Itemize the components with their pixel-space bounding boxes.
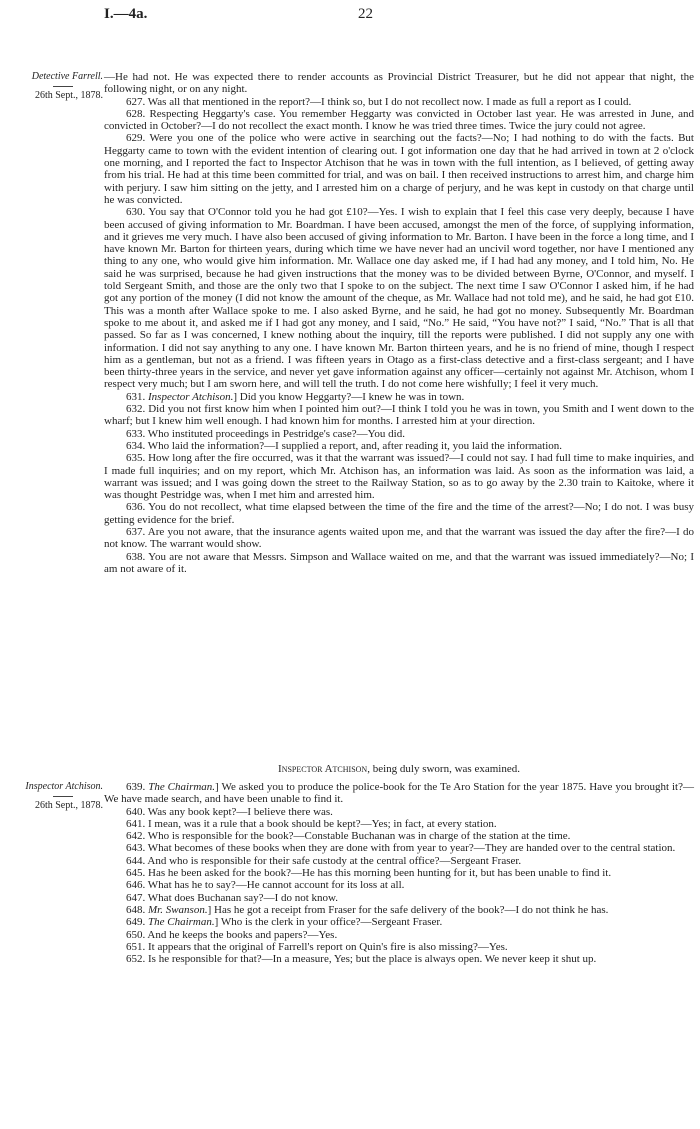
testimony-paragraph <box>104 132 694 206</box>
paragraph-text: 635. How long after the fire occurred, was it that the warrant was issued?—I could not say. I had full time to make inquiries, and I made full inquiries; and on my report, which Mr. Atchison has, an information was laid. As soon as the information was laid, a warrant was issued; and I was going down the street to the Railway Station, so as to go away by the 2.30 train to Kaitoke, where it was thought Pestridge was, when I met him and arrested him. <box>104 452 694 502</box>
paragraph-text: 628. Respecting Heggarty's case. You remember Heggarty was convicted in October last year. He was arrested in June, and convicted in October?—I do not recollect the exact month. I know he was tried three times. Twice the jury could not agree. <box>104 107 694 133</box>
paragraph-text: ] We asked you to produce the police-book for the Te Aro Station for the year 1875. Have you brought it?—We have made search, and have been unable to find it. <box>104 781 694 806</box>
testimony-paragraph <box>104 428 694 440</box>
testimony-paragraph <box>104 71 694 96</box>
witness-name: Inspector Atchison. <box>25 781 103 792</box>
paragraph-text: 630. You say that O'Connor told you he had got £10?—Yes. I wish to explain that I feel this case very deeply, because I have been accused of giving information to Mr. Boardman. I have been accused, amongst the men of the force, of supplying information, and it grieves me very much. I have also been accused of giving information to Mr. Barton. I have been in the force a long time, and I have known Mr. Barton for thirteen years, during which time we have never had an uncivil word together, nor have I mentioned any thing to any one, who would give him information. Mr. Wallace one day asked me, if I had had any money, and I told him, No. He said he was surprised, because he had given instructions that the money was to be divided between Byrne, O'Connor, and myself. I told Sergeant Smith, and those are the only two that I spoke to on the subject. The next time I saw O'Connor I asked him, if he had got any portion of the money (I did not know the amount of the cheque, as Mr. Wallace had not told me), and he said, he had got £10. This was a month after Wallace spoke to me. I also asked Byrne, and he said, he had got no money. Subsequently Mr. Boardman spoke to me about it, and asked me if I had got any money, and I said, “No.” He said, “You have not?” I said, “No.” That is all that passed. So far as I was concerned, I knew nothing about the inquiry, till the reports were published. I did not supply any one with information. I did not say anything to any one. I have known Mr. Barton thirteen years, and he is no friend of mine, though I respect him as a gentleman, but not as a friend. I was fifteen years in Otago as a first-class detective and a first-class sergeant; and I have been thirty-three years in the service, and never yet gave information against any officer—certainly not against Mr. Atchison, whom I respect very much; but I am sworn here, and will tell the truth. I do not come here wishfully; I feel it very much. <box>104 206 694 391</box>
paragraph-text: 650. And he keeps the books and papers?—Yes. <box>126 928 338 941</box>
question-number: 648. <box>126 903 148 916</box>
paragraph-text: 636. You do not recollect, what time elapsed between the time of the fire and the time of the arrest?—No; I do not. I was busy getting evidence for the brief. <box>104 501 694 526</box>
paragraph-text: 645. Has he been asked for the book?—He has this morning been hunting for it, but has been unable to find it. <box>126 867 612 880</box>
paragraph-text: 641. I mean, was it a rule that a book should be kept?—Yes; in fact, at every station. <box>126 817 497 830</box>
question-number: 631. <box>126 390 148 403</box>
testimony-paragraph <box>104 892 694 904</box>
paragraph-text: —He had not. He was expected there to render accounts as Provincial District Treasurer, but he did not appear that night, the following night, or on any night. <box>104 71 694 96</box>
paragraph-text: 646. What has he to say?—He cannot account for its loss at all. <box>126 879 405 892</box>
testimony-paragraph <box>104 867 694 879</box>
examination-date: 26th Sept., 1878. <box>34 800 103 811</box>
testimony-paragraph <box>104 818 694 830</box>
testimony-paragraph <box>104 440 694 452</box>
paragraph-text: 642. Who is responsible for the book?—Constable Buchanan was in charge of the station at the time. <box>126 830 571 843</box>
page-number: 22 <box>358 6 373 22</box>
witness-heading-name: Inspector Atchison <box>278 763 368 775</box>
paragraph-text: 627. Was all that mentioned in the report?—I think so, but I do not recollect now. I made as full a report as I could. <box>126 95 632 108</box>
testimony-paragraph <box>104 842 694 854</box>
paragraph-text: 638. You are not aware that Messrs. Simpson and Wallace waited on me, and that the warrant was issued immediately?—No; I am not aware of it. <box>104 550 694 575</box>
speaker-name: The Chairman. <box>148 916 215 929</box>
margin-rule <box>53 86 73 87</box>
testimony-paragraph <box>104 806 694 818</box>
testimony-paragraph <box>104 452 694 501</box>
testimony-paragraph <box>104 108 694 133</box>
page-header <box>104 6 694 30</box>
paragraph-text: ] Who is the clerk in your office?—Sergeant Fraser. <box>214 916 443 929</box>
testimony-paragraph <box>104 526 694 551</box>
witness-margin-note-atchison <box>8 781 103 812</box>
testimony-paragraph <box>104 855 694 867</box>
testimony-paragraph <box>104 551 694 576</box>
paragraph-text: 652. Is he responsible for that?—In a measure, Yes; but the place is always open. We never keep it shut up. <box>126 953 597 966</box>
witness-heading-text: , being duly sworn, was examined. <box>367 763 520 775</box>
paragraph-text: 633. Who instituted proceedings in Pestridge's case?—You did. <box>126 427 405 440</box>
testimony-paragraph <box>104 391 694 403</box>
testimony-paragraph <box>104 501 694 526</box>
testimony-paragraph <box>104 781 694 806</box>
testimony-paragraph <box>104 941 694 953</box>
testimony-paragraph <box>104 830 694 842</box>
paragraph-text: 643. What becomes of these books when they are done with from year to year?—They are handed over to the central station. <box>126 842 676 855</box>
speaker-name: Mr. Swanson. <box>148 903 208 916</box>
testimony-paragraph <box>104 953 694 965</box>
paragraph-text: 634. Who laid the information?—I supplied a report, and, after reading it, you laid the information. <box>126 439 563 452</box>
paragraph-text: 629. Were you one of the police who were active in searching out the facts?—No; I had nothing to do with the facts. But Heggarty came to town with the evident intention of clearing out. I got information one day that he had arrived in town at 2 o'clock one morning, and I reported the fact to Inspector Atchison that he was in town with the full intention, as I believed, of getting away from his trial. He had at this time been committed for trial, and was on bail. I then received instructions to arrest him, and charge him with perjury. I saw him sitting on the jetty, and I arrested him on a charge of perjury, and he was kept in custody on that charge until he was convicted. <box>104 132 694 206</box>
margin-rule <box>53 796 73 797</box>
speaker-name: The Chairman. <box>148 781 216 793</box>
testimony-paragraph <box>104 96 694 108</box>
paragraph-text: 637. Are you not aware, that the insurance agents waited upon me, and that the warrant was issued the day after the fire?—I do not know. The warrant would show. <box>104 525 694 551</box>
testimony-farrell <box>104 71 694 575</box>
witness-margin-note-farrell <box>8 71 103 102</box>
testimony-paragraph <box>104 206 694 390</box>
question-number: 639. <box>126 781 149 793</box>
testimony-paragraph <box>104 403 694 428</box>
question-number: 649. <box>126 916 148 929</box>
document-reference: I.—4a. <box>104 6 148 22</box>
paragraph-text: 640. Was any book kept?—I believe there was. <box>126 805 333 818</box>
speaker-name: Inspector Atchison. <box>148 390 234 403</box>
paragraph-text: ] Did you know Heggarty?—I knew he was in town. <box>233 390 465 403</box>
paragraph-text: 651. It appears that the original of Farrell's report on Quin's fire is also missing?—Yes. <box>126 940 508 953</box>
section-heading <box>104 763 694 775</box>
examination-date: 26th Sept., 1878. <box>34 90 103 101</box>
testimony-paragraph <box>104 904 694 916</box>
testimony-paragraph <box>104 916 694 928</box>
testimony-atchison <box>104 781 694 965</box>
witness-name: Detective Farrell. <box>31 71 103 82</box>
testimony-paragraph <box>104 879 694 891</box>
testimony-paragraph <box>104 929 694 941</box>
paragraph-text: 644. And who is responsible for their safe custody at the central office?—Sergeant Fraser. <box>126 854 522 867</box>
paragraph-text: ] Has he got a receipt from Fraser for the safe delivery of the book?—I do not think he has. <box>207 903 609 916</box>
paragraph-text: 632. Did you not first know him when I pointed him out?—I think I told you he was in town, you Smith and I went down to the wharf; but I knew him well enough. I had known him for months. I arrested him at your direction. <box>104 403 694 428</box>
paragraph-text: 647. What does Buchanan say?—I do not know. <box>126 891 339 904</box>
